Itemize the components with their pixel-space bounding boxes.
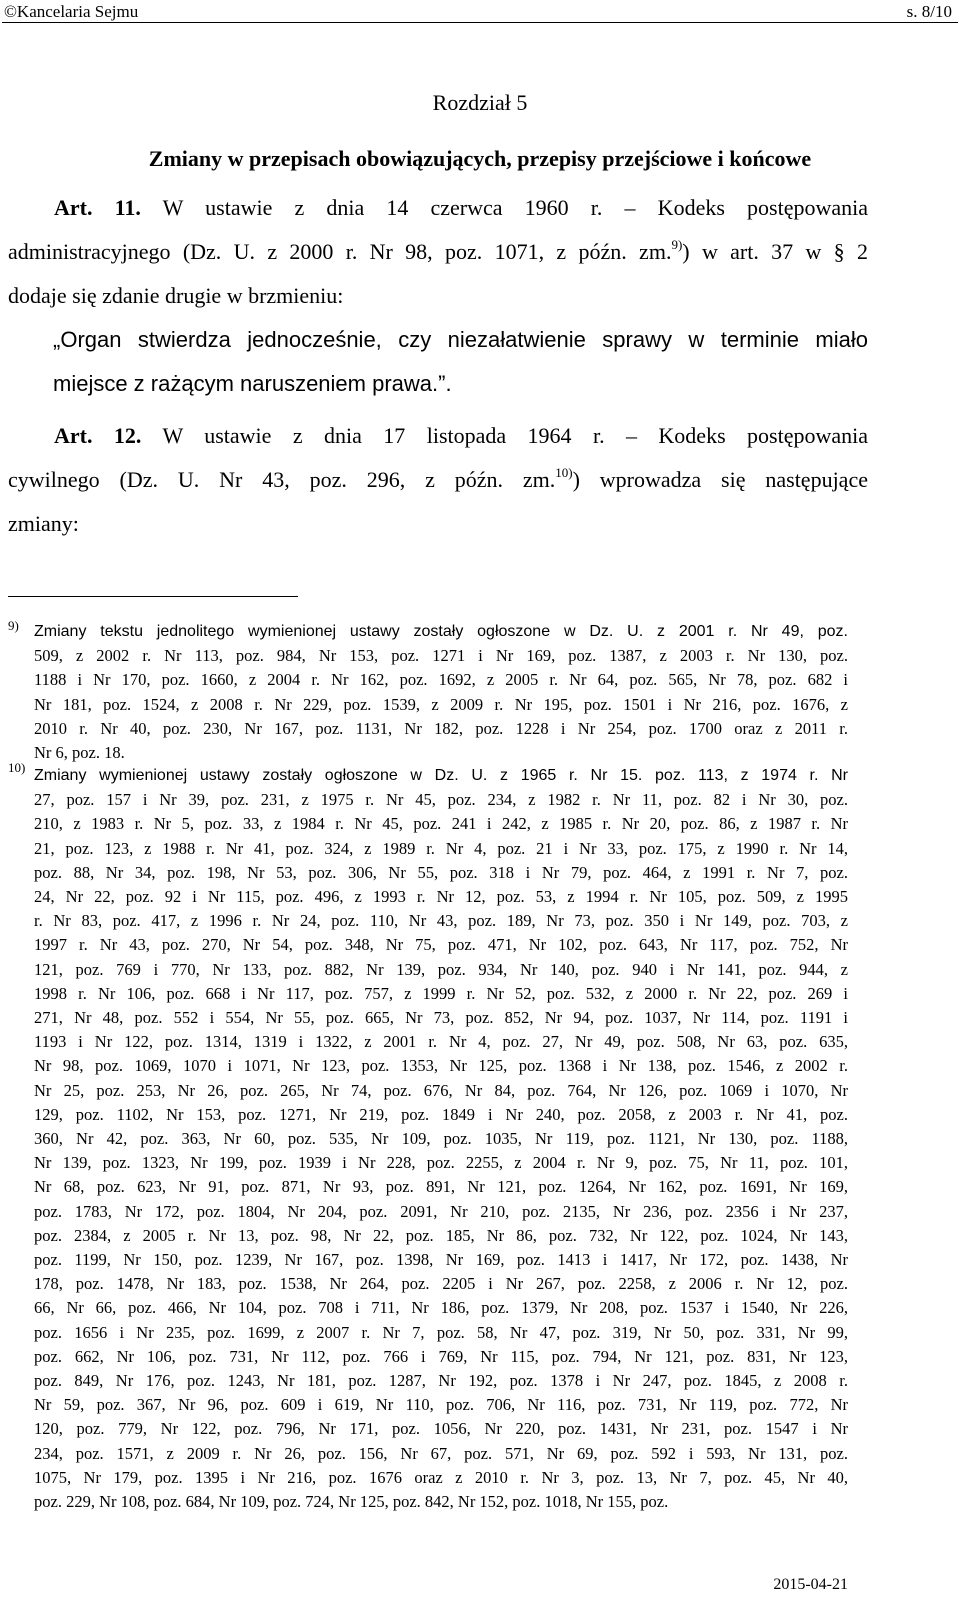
footnote-9-line: Zmiany tekstu jednolitego wymienionej ustawy zostały ogłoszone w Dz. U. z 2001 r. Nr 49, poz. [34,623,848,640]
footer-date: 2015-04-21 [773,1576,848,1593]
article-12-line-2 [8,458,868,502]
footnote-10-line: 21, poz. 123, z 1988 r. Nr 41, poz. 324, z 1989 r. Nr 4, poz. 21 i Nr 33, poz. 175, z 1990 r. Nr 14, [34,838,848,858]
footnote-9-line: Nr 181, poz. 1524, z 2008 r. Nr 229, poz. 1539, z 2009 r. Nr 195, poz. 1501 i Nr 216, poz. 1676, z [34,694,848,714]
footnote-10-line: 1075, Nr 179, poz. 1395 i Nr 216, poz. 1676 oraz z 2010 r. Nr 3, poz. 13, Nr 7, poz. 45, Nr 40, [34,1467,848,1487]
footnote-10-line: poz. 849, Nr 176, poz. 1243, Nr 181, poz. 1287, Nr 192, poz. 1378 i Nr 247, poz. 1845, z 2008 r. [34,1371,848,1391]
chapter-title: Zmiany w przepisach obowiązujących, przepisy przejściowe i końcowe [148,146,812,171]
header-rule [2,22,958,23]
article-11-line-2 [8,230,868,274]
footnote-10-line: 24, Nr 22, poz. 92 i Nr 115, poz. 496, z 1993 r. Nr 12, poz. 53, z 1994 r. Nr 105, poz. 509, z 1995 [34,887,848,907]
footnote-10-line: 129, poz. 1102, Nr 153, poz. 1271, Nr 219, poz. 1849 i Nr 240, poz. 2058, z 2003 r. Nr 41, poz. [34,1104,848,1124]
footnote-separator [8,596,298,597]
footnote-10-line: 66, Nr 66, poz. 466, Nr 104, poz. 708 i 711, Nr 186, poz. 1379, Nr 208, poz. 1537 i 1540, Nr 226, [34,1298,848,1318]
footnote-10-line: poz. 1199, Nr 150, poz. 1239, Nr 167, poz. 1398, Nr 169, poz. 1413 i 1417, Nr 172, poz. 1438, Nr [34,1250,848,1270]
footnote-10-text [34,764,848,1514]
footnote-10-line: poz. 662, Nr 106, poz. 731, Nr 112, poz. 766 i 769, Nr 115, poz. 794, Nr 121, poz. 831, Nr 123, [34,1346,848,1366]
footnote-ref-9[interactable]: 9) [671,237,683,252]
header-copyright: ©Kancelaria Sejmu [4,2,139,21]
footnote-10-line: 234, poz. 1571, z 2009 r. Nr 26, poz. 156, Nr 67, poz. 571, Nr 69, poz. 592 i 593, Nr 131, poz. [34,1443,848,1463]
footnote-10-line: poz. 229, Nr 108, poz. 684, Nr 109, poz. 724, Nr 125, poz. 842, Nr 152, poz. 1018, Nr 155, poz. [34,1492,669,1512]
article-12 [8,414,868,546]
article-12-text-1: W ustawie z dnia 17 listopada 1964 r. – Kodeks postępowania [162,423,869,448]
footnote-9-text [34,620,848,765]
footnote-9-line: Nr 6, poz. 18. [34,743,125,763]
article-12-label: Art. 12. [54,423,142,448]
footnote-10-line: r. Nr 83, poz. 417, z 1996 r. Nr 24, poz. 110, Nr 43, poz. 189, Nr 73, poz. 350 i Nr 149, poz. 703, z [34,911,848,931]
article-12-text-2b: ) wprowadza się następujące [572,467,868,492]
footnote-10-line: Nr 68, poz. 623, Nr 91, poz. 871, Nr 93, poz. 891, Nr 121, poz. 1264, Nr 162, poz. 1691, Nr 169, [34,1177,848,1197]
footnote-9-line: 509, z 2002 r. Nr 113, poz. 984, Nr 153, poz. 1271 i Nr 169, poz. 1387, z 2003 r. Nr 130, poz. [34,646,848,666]
footnote-10-line: 121, poz. 769 i 770, Nr 133, poz. 882, Nr 139, poz. 934, Nr 140, poz. 940 i Nr 141, poz. 944, z [34,959,848,979]
quote-line-1: „Organ stwierdza jednocześnie, czy niezałatwienie sprawy w terminie miało [53,327,868,352]
footnote-10-line: poz. 88, Nr 34, poz. 198, Nr 53, poz. 306, Nr 55, poz. 318 i Nr 79, poz. 464, z 1991 r. Nr 7, poz. [34,862,848,882]
footnote-9-line: 1188 i Nr 170, poz. 1660, z 2004 r. Nr 162, poz. 1692, z 2005 r. Nr 64, poz. 565, Nr 78, poz. 682 i [34,670,848,690]
article-11-text-2a: administracyjnego (Dz. U. z 2000 r. Nr 98, poz. 1071, z późn. zm. [8,239,672,264]
footnote-10-line: Nr 139, poz. 1323, Nr 199, poz. 1939 i Nr 228, poz. 2255, z 2004 r. Nr 9, poz. 75, Nr 11, poz. 101, [34,1153,848,1173]
footnote-ref-10[interactable]: 10) [555,465,573,480]
article-12-line-1 [8,414,868,458]
chapter-number: Rozdział 5 [432,90,528,115]
header-page-number: s. 8/10 [906,2,952,21]
footnote-10-line: 1998 r. Nr 106, poz. 668 i Nr 117, poz. 757, z 1999 r. Nr 52, poz. 532, z 2000 r. Nr 22, poz. 269 i [34,983,848,1003]
article-11-text-1: W ustawie z dnia 14 czerwca 1960 r. – Kodeks postępowania [162,195,868,220]
footnote-10-line: 178, poz. 1478, Nr 183, poz. 1538, Nr 264, poz. 2205 i Nr 267, poz. 2258, z 2006 r. Nr 12, poz. [34,1274,848,1294]
footnote-10-mark: 10) [8,760,26,775]
article-11-text-2b: ) w art. 37 w § 2 [682,239,869,264]
article-12-text-2a: cywilnego (Dz. U. Nr 43, poz. 296, z późn. zm. [8,467,556,492]
footnote-9-line: 2010 r. Nr 40, poz. 230, Nr 167, poz. 1131, Nr 182, poz. 1228 i Nr 254, poz. 1700 oraz z 2011 r. [34,718,848,738]
article-12-line-3: zmiany: [8,511,79,536]
footnote-10-line: 1193 i Nr 122, poz. 1314, 1319 i 1322, z 2001 r. Nr 4, poz. 27, Nr 49, poz. 508, Nr 63, poz. 635, [34,1032,848,1052]
footnote-10-line: Zmiany wymienionej ustawy zostały ogłoszone w Dz. U. z 1965 r. Nr 15. poz. 113, z 1974 r. Nr [34,767,848,784]
footnote-10-line: 1997 r. Nr 43, poz. 270, Nr 54, poz. 348, Nr 75, poz. 471, Nr 102, poz. 643, Nr 117, poz. 752, Nr [34,935,848,955]
quote-line-2: miejsce z rażącym naruszeniem prawa.”. [53,371,452,396]
article-11-line-3: dodaje się zdanie drugie w brzmieniu: [8,283,344,308]
footnote-10-line: Nr 59, poz. 367, Nr 96, poz. 609 i 619, Nr 110, poz. 706, Nr 116, poz. 731, Nr 119, poz. 772, Nr [34,1395,848,1415]
article-11-label: Art. 11. [54,195,141,220]
page-header [0,0,960,24]
footnote-10-line: 360, Nr 42, poz. 363, Nr 60, poz. 535, Nr 109, poz. 1035, Nr 119, poz. 1121, Nr 130, poz. 1188, [34,1129,848,1149]
footnote-10-line: 27, poz. 157 i Nr 39, poz. 231, z 1975 r. Nr 45, poz. 234, z 1982 r. Nr 11, poz. 82 i Nr 30, poz. [34,790,848,810]
footnote-10-line: poz. 2384, z 2005 r. Nr 13, poz. 98, Nr 22, poz. 185, Nr 86, poz. 732, Nr 122, poz. 1024, Nr 143, [34,1225,848,1245]
footnote-10-line: poz. 1656 i Nr 235, poz. 1699, z 2007 r. Nr 7, poz. 58, Nr 47, poz. 319, Nr 50, poz. 331, Nr 99, [34,1322,848,1342]
footnote-10-line: Nr 98, poz. 1069, 1070 i 1071, Nr 123, poz. 1353, Nr 125, poz. 1368 i Nr 138, poz. 1546, z 2002 r. [34,1056,848,1076]
footnote-10-line: 210, z 1983 r. Nr 5, poz. 33, z 1984 r. Nr 45, poz. 241 i 242, z 1985 r. Nr 20, poz. 86, z 1987 r. Nr [34,814,848,834]
footnote-10-line: Nr 25, poz. 253, Nr 26, poz. 265, Nr 74, poz. 676, Nr 84, poz. 764, Nr 126, poz. 1069 i 1070, Nr [34,1080,848,1100]
article-11 [8,186,868,318]
footnote-10-line: 120, poz. 779, Nr 122, poz. 796, Nr 171, poz. 1056, Nr 220, poz. 1431, Nr 231, poz. 1547 i Nr [34,1419,848,1439]
footnote-9-mark: 9) [8,618,19,633]
footnote-10-line: poz. 1783, Nr 172, poz. 1804, Nr 204, poz. 2091, Nr 210, poz. 2135, Nr 236, poz. 2356 i Nr 237, [34,1201,848,1221]
article-11-line-1 [8,186,868,230]
footnote-10-line: 271, Nr 48, poz. 552 i 554, Nr 55, poz. 665, Nr 73, poz. 852, Nr 94, poz. 1037, Nr 114, poz. 1191 i [34,1008,848,1028]
article-11-quote [53,318,868,406]
